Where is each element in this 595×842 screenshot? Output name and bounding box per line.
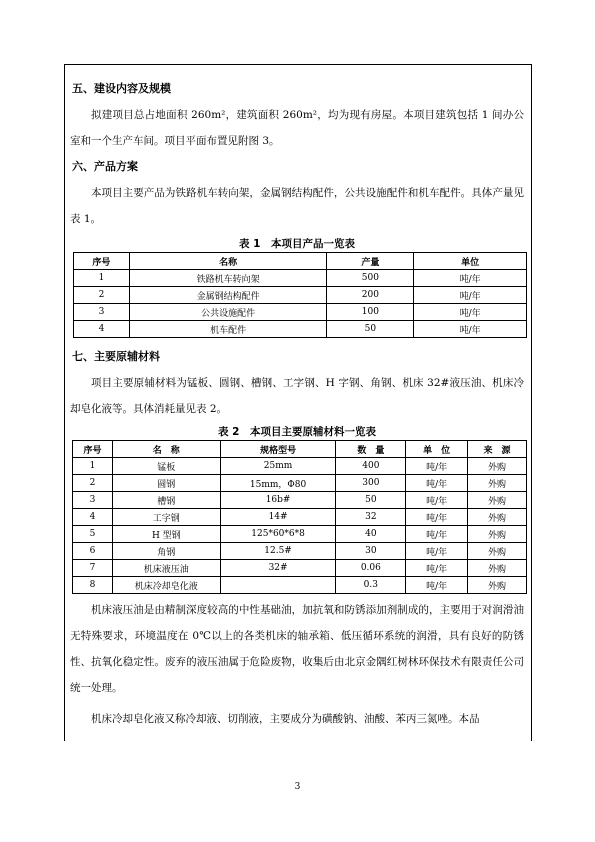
table-row [73, 492, 527, 509]
table-cell: 30 [336, 543, 406, 560]
table-header-cell: 规格型号 [220, 441, 336, 458]
table-cell: 4 [74, 321, 130, 338]
table-cell: 外购 [468, 577, 527, 594]
section-6-paragraph: 本项目主要产品为铁路机车转向架，金属钢结构配件，公共设施配件和机车配件。具体产量见表 1。 [70, 187, 524, 225]
coolant-paragraph: 机床冷却皂化液又称冷却液、切削液，主要成分为磺酸钠、油酸、苯丙三氮唑。本品 [91, 713, 480, 725]
table-cell: 公共设施配件 [129, 304, 327, 321]
table-header-cell: 序号 [74, 253, 130, 270]
table-cell: 角钢 [112, 543, 220, 560]
table-cell: 5 [73, 526, 113, 543]
section-7-heading: 七、主要原辅材料 [72, 350, 160, 363]
table-cell: 6 [73, 543, 113, 560]
table-cell: 圆钢 [112, 475, 220, 492]
table-cell: 7 [73, 560, 113, 577]
table-cell: 3 [74, 304, 130, 321]
table-header-cell: 数 量 [336, 441, 406, 458]
table-row [73, 526, 527, 543]
table-cell: 16b# [220, 492, 336, 509]
table-2-caption: 表 2 本项目主要原辅材料一览表 [218, 426, 376, 438]
table-header-cell: 单位 [414, 253, 527, 270]
table-cell: 12.5# [220, 543, 336, 560]
table-cell: 吨/年 [406, 560, 468, 577]
table-header-cell: 产量 [327, 253, 414, 270]
table-cell: 1 [74, 270, 130, 287]
table-row [74, 304, 527, 321]
table-cell: 工字钢 [112, 509, 220, 526]
table-cell: 吨/年 [406, 475, 468, 492]
table-cell: 吨/年 [414, 321, 527, 338]
table-cell: 32 [336, 509, 406, 526]
table-cell: 14# [220, 509, 336, 526]
table-header-cell: 名称 [129, 253, 327, 270]
table-cell: 吨/年 [414, 270, 527, 287]
section-5-heading: 五、建设内容及规模 [72, 82, 171, 95]
table-cell: 吨/年 [406, 492, 468, 509]
table-cell: 机床冷却皂化液 [112, 577, 220, 594]
table-header-cell: 名 称 [112, 441, 220, 458]
table-cell: 500 [327, 270, 414, 287]
table-row [74, 270, 527, 287]
table-cell: 25mm [220, 458, 336, 475]
table-row [73, 577, 527, 594]
section-5-paragraph: 拟建项目总占地面积 260m²，建筑面积 260m²，均为现有房屋。本项目建筑包括 1 间办公室和一个生产车间。项目平面布置见附图 3。 [70, 109, 524, 147]
table-cell: 吨/年 [414, 287, 527, 304]
table-header-row [74, 253, 527, 270]
table-cell: 0.3 [336, 577, 406, 594]
table-cell: 吨/年 [406, 577, 468, 594]
table-cell: 铁路机车转向架 [129, 270, 327, 287]
table-cell: 125*60*6*8 [220, 526, 336, 543]
table-cell: 外购 [468, 543, 527, 560]
table-cell: 机床液压油 [112, 560, 220, 577]
table-cell: 吨/年 [406, 458, 468, 475]
hydraulic-oil-paragraph: 机床液压油是由精制深度较高的中性基础油，加抗氧和防锈添加剂制成的，主要用于对润滑油无特殊要求，环境温度在 0℃以上的各类机床的轴承箱、低压循环系统的润滑，具有良好的防锈性、抗氧化稳定性。废弃的液压油属于危险废物，收集后由北京金隅红树林环保技术有限责任公司统一处理。 [70, 604, 524, 694]
table-row [73, 458, 527, 475]
table-cell: 外购 [468, 526, 527, 543]
table-2 [72, 440, 527, 594]
table-row [73, 560, 527, 577]
table-cell: 吨/年 [406, 526, 468, 543]
table-cell: 4 [73, 509, 113, 526]
table-row [73, 543, 527, 560]
table-row [74, 287, 527, 304]
page-number: 3 [294, 782, 301, 792]
table-cell: 50 [336, 492, 406, 509]
table-cell: 15mm，Φ80 [220, 475, 336, 492]
table-1 [73, 252, 527, 338]
table-cell: 外购 [468, 560, 527, 577]
table-cell: 吨/年 [406, 543, 468, 560]
table-header-row [73, 441, 527, 458]
table-header-cell: 单 位 [406, 441, 468, 458]
table-1-caption: 表 1 本项目产品一览表 [239, 238, 355, 250]
table-cell: 0.06 [336, 560, 406, 577]
table-cell: 300 [336, 475, 406, 492]
table-cell: 1 [73, 458, 113, 475]
table-cell: 200 [327, 287, 414, 304]
table-cell: 槽钢 [112, 492, 220, 509]
table-cell: 2 [73, 475, 113, 492]
table-cell: 锰板 [112, 458, 220, 475]
table-cell: 吨/年 [406, 509, 468, 526]
table-row [73, 509, 527, 526]
table-cell: 外购 [468, 475, 527, 492]
table-cell: 机车配件 [129, 321, 327, 338]
table-cell: 100 [327, 304, 414, 321]
section-7-paragraph: 项目主要原辅材料为锰板、圆钢、槽钢、工字钢、H 字钢、角钢、机床 32#液压油、机床冷却皂化液等。具体消耗量见表 2。 [70, 377, 524, 415]
table-cell: 外购 [468, 458, 527, 475]
table-cell: 32# [220, 560, 336, 577]
table-cell: 40 [336, 526, 406, 543]
table-header-cell: 来 源 [468, 441, 527, 458]
table-cell: 2 [74, 287, 130, 304]
table-cell: 3 [73, 492, 113, 509]
table-cell: 吨/年 [414, 304, 527, 321]
table-row [74, 321, 527, 338]
table-row [73, 475, 527, 492]
table-cell: 8 [73, 577, 113, 594]
table-cell: 50 [327, 321, 414, 338]
table-cell [220, 577, 336, 594]
section-6-heading: 六、产品方案 [72, 160, 138, 173]
table-header-cell: 序号 [73, 441, 113, 458]
table-cell: 金属钢结构配件 [129, 287, 327, 304]
table-cell: 400 [336, 458, 406, 475]
table-cell: 外购 [468, 509, 527, 526]
table-cell: 外购 [468, 492, 527, 509]
table-cell: H 型钢 [112, 526, 220, 543]
